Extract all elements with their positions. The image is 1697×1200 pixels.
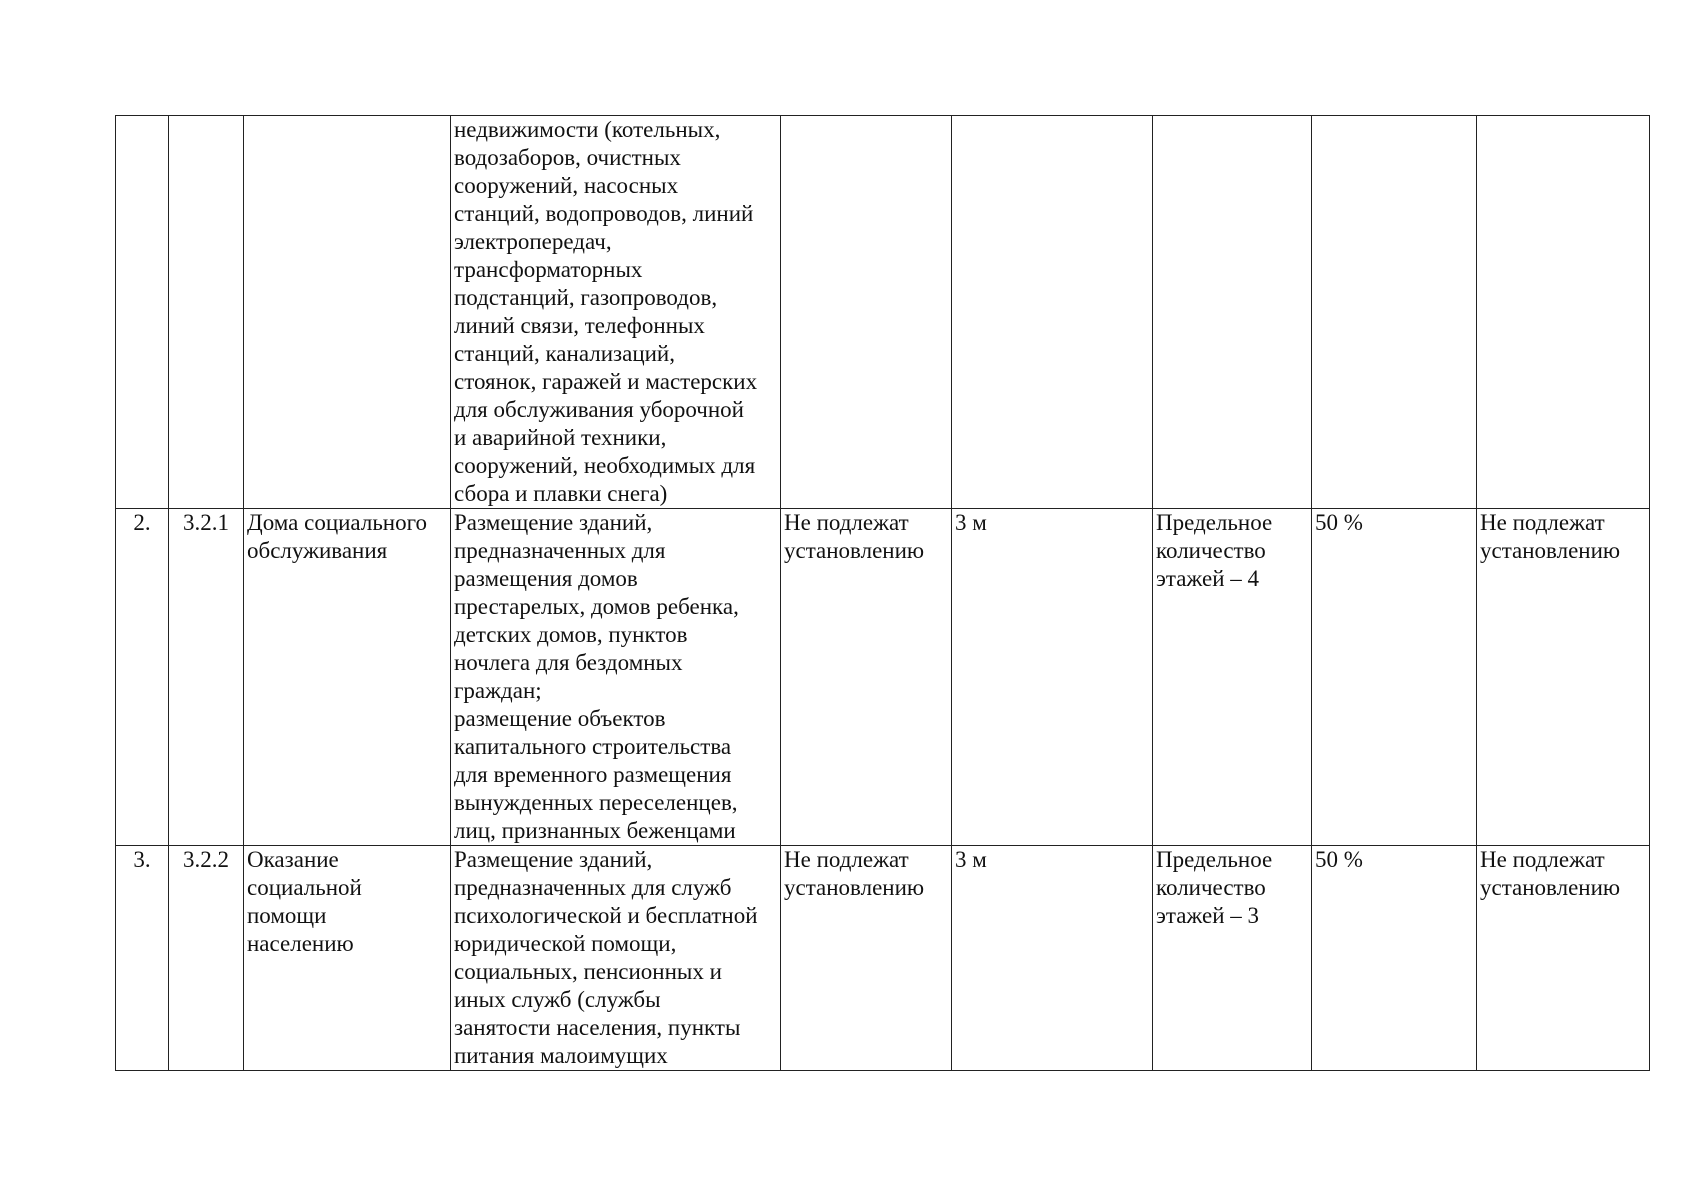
- floors-cell: [1153, 509, 1312, 846]
- cell-text: 50 %: [1315, 847, 1363, 872]
- cell-text-line: для временного размещения: [454, 762, 732, 787]
- cell-text-line: трансформаторных: [454, 257, 643, 282]
- row-number-cell: [116, 846, 169, 1071]
- coverage-cell: [1312, 509, 1477, 846]
- cell-text-line: сбора и плавки снега): [454, 481, 668, 506]
- use-name-cell: [244, 846, 451, 1071]
- cell-text-line: Не подлежат: [784, 847, 909, 872]
- cell-text-line: установлению: [1480, 875, 1621, 900]
- setback-cell: [952, 509, 1153, 846]
- cell-text-line: помощи: [247, 903, 327, 928]
- cell-text: 3.2.1: [183, 510, 229, 535]
- use-code-cell: [169, 116, 244, 509]
- cell-text-line: социальных, пенсионных и: [454, 959, 722, 984]
- cell-text: 2.: [133, 510, 151, 535]
- use-code-cell: [169, 846, 244, 1071]
- use-description-cell: [451, 509, 781, 846]
- cell-text-line: Не подлежат: [1480, 510, 1605, 535]
- cell-text-line: Оказание: [247, 847, 339, 872]
- cell-text-line: Не подлежат: [784, 510, 909, 535]
- cell-text-line: Предельное: [1156, 510, 1273, 535]
- cell-text-line: электропередач,: [454, 229, 612, 254]
- cell-text-line: юридической помощи,: [454, 931, 677, 956]
- cell-text-line: Предельное: [1156, 847, 1273, 872]
- use-code-cell: [169, 509, 244, 846]
- cell-text-line: престарелых, домов ребенка,: [454, 594, 739, 619]
- plot-size-cell: [781, 116, 952, 509]
- cell-text-line: стоянок, гаражей и мастерских: [454, 369, 758, 394]
- cell-text-line: станций, канализаций,: [454, 341, 675, 366]
- table-row: [116, 509, 1650, 846]
- cell-text-line: линий связи, телефонных: [454, 313, 705, 338]
- cell-text-line: сооружений, насосных: [454, 173, 679, 198]
- cell-text: 3.: [133, 847, 151, 872]
- cell-text-line: лиц, признанных беженцами: [454, 818, 736, 843]
- plot-size-cell: [781, 846, 952, 1071]
- cell-text-line: и аварийной техники,: [454, 425, 667, 450]
- floors-cell: [1153, 846, 1312, 1071]
- cell-text-line: недвижимости (котельных,: [454, 117, 721, 142]
- cell-text-line: станций, водопроводов, линий: [454, 201, 754, 226]
- coverage-cell: [1312, 846, 1477, 1071]
- regulations-table: [115, 115, 1650, 1071]
- cell-text-line: социальной: [247, 875, 362, 900]
- row-number-cell: [116, 509, 169, 846]
- cell-text: 3 м: [955, 510, 987, 535]
- cell-text-line: детских домов, пунктов: [454, 622, 688, 647]
- setback-cell: [952, 116, 1153, 509]
- cell-text-line: количество: [1156, 538, 1266, 563]
- cell-text-line: предназначенных для: [454, 538, 666, 563]
- cell-text: 3 м: [955, 847, 987, 872]
- cell-text-line: Размещение зданий,: [454, 510, 653, 535]
- cell-text-line: Не подлежат: [1480, 847, 1605, 872]
- cell-text-line: установлению: [1480, 538, 1621, 563]
- setback-cell: [952, 846, 1153, 1071]
- cell-text-line: предназначенных для служб: [454, 875, 732, 900]
- cell-text-line: установлению: [784, 538, 925, 563]
- cell-text-line: установлению: [784, 875, 925, 900]
- table-row: [116, 116, 1650, 509]
- other-limits-cell: [1477, 846, 1650, 1071]
- cell-text-line: капитального строительства: [454, 734, 732, 759]
- cell-text-line: Размещение зданий,: [454, 847, 653, 872]
- row-number-cell: [116, 116, 169, 509]
- cell-text-line: размещения домов: [454, 566, 638, 591]
- cell-text-line: ночлега для бездомных: [454, 650, 683, 675]
- cell-text-line: Дома социального: [247, 510, 427, 535]
- use-name-cell: [244, 509, 451, 846]
- coverage-cell: [1312, 116, 1477, 509]
- cell-text-line: граждан;: [454, 678, 542, 703]
- cell-text-line: этажей – 4: [1156, 566, 1260, 591]
- cell-text: 3.2.2: [183, 847, 229, 872]
- cell-text-line: количество: [1156, 875, 1266, 900]
- cell-text-line: водозаборов, очистных: [454, 145, 681, 170]
- cell-text-line: подстанций, газопроводов,: [454, 285, 718, 310]
- plot-size-cell: [781, 509, 952, 846]
- cell-text: 50 %: [1315, 510, 1363, 535]
- cell-text-line: занятости населения, пункты: [454, 1015, 741, 1040]
- use-description-cell: [451, 116, 781, 509]
- cell-text-line: иных служб (службы: [454, 987, 661, 1012]
- cell-text-line: питания малоимущих: [454, 1043, 668, 1068]
- cell-text-line: населению: [247, 931, 354, 956]
- other-limits-cell: [1477, 509, 1650, 846]
- cell-text-line: для обслуживания уборочной: [454, 397, 744, 422]
- cell-text-line: сооружений, необходимых для: [454, 453, 756, 478]
- cell-text-line: вынужденных переселенцев,: [454, 790, 738, 815]
- cell-text-line: этажей – 3: [1156, 903, 1260, 928]
- cell-text-line: размещение объектов: [454, 706, 666, 731]
- floors-cell: [1153, 116, 1312, 509]
- cell-text-line: психологической и бесплатной: [454, 903, 758, 928]
- cell-text-line: обслуживания: [247, 538, 388, 563]
- use-description-cell: [451, 846, 781, 1071]
- table-row: [116, 846, 1650, 1071]
- use-name-cell: [244, 116, 451, 509]
- other-limits-cell: [1477, 116, 1650, 509]
